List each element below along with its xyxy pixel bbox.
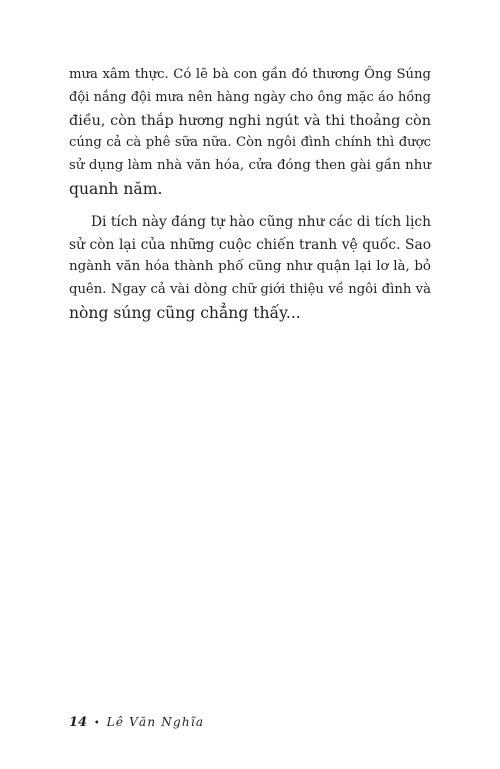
text-line: quên. Ngay cả vài dòng chữ giới thiệu về ngôi đình và — [69, 282, 431, 298]
paragraph-1 — [69, 64, 431, 201]
paragraph-2 — [69, 211, 431, 325]
text-line: Di tích này đáng tự hào cũng như các di tích lịch — [91, 213, 431, 230]
text-line: sử còn lại của những cuộc chiến tranh vệ quốc. Sao — [69, 236, 431, 253]
paragraph-gap — [69, 201, 431, 211]
page-footer — [69, 715, 204, 730]
text-line: cúng cả cà phê sữa nữa. Còn ngôi đình chính thì được — [69, 135, 431, 151]
body-text — [69, 64, 431, 325]
page-number: 14 — [69, 715, 88, 730]
text-line: đội nắng đội mưa nên hàng ngày cho ông mặc áo hồng — [69, 89, 431, 105]
text-line: nòng súng cũng chẳng thấy... — [69, 303, 301, 322]
text-line: quanh năm. — [69, 179, 163, 198]
text-line: điều, còn thắp hương nghi ngút và thi thoảng còn — [69, 112, 431, 129]
text-line: mưa xâm thực. Có lẽ bà con gần đó thương Ông Súng — [69, 67, 431, 82]
text-line: sử dụng làm nhà văn hóa, cửa đóng then gài gần như — [69, 158, 431, 174]
author-name: Lê Văn Nghĩa — [106, 715, 205, 729]
bullet-separator: • — [93, 718, 100, 729]
text-line: ngành văn hóa thành phố cũng như quận lại lơ là, bỏ — [69, 259, 431, 275]
